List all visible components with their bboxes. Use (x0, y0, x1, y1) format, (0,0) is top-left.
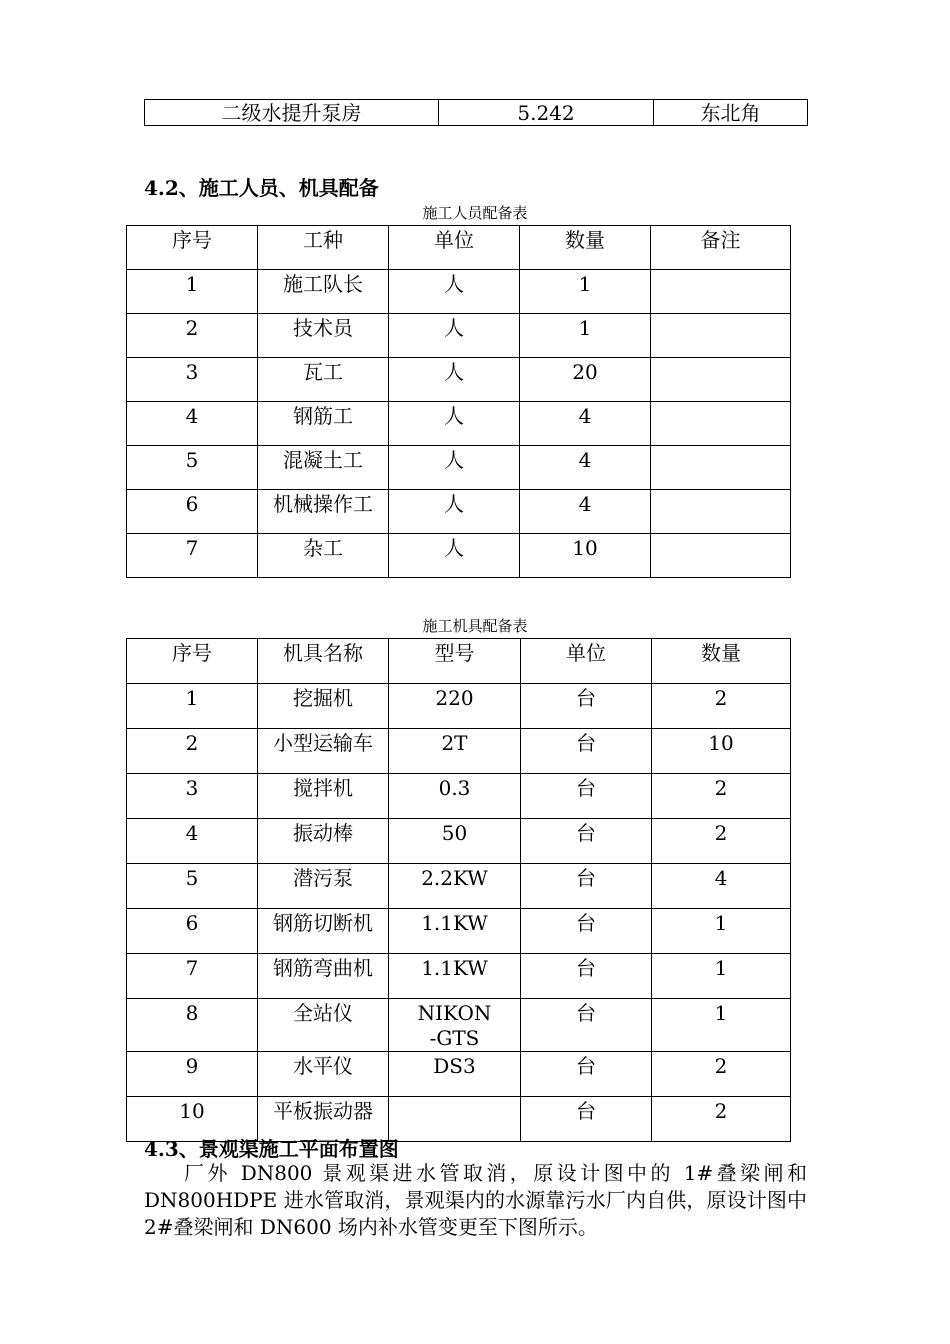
table-cell: DS3 (389, 1052, 521, 1097)
header-cell: 序号 (127, 226, 258, 270)
table-cell: 3 (127, 358, 258, 402)
table-cell: 台 (521, 684, 652, 729)
table-cell: 20 (520, 358, 651, 402)
table-cell: 小型运输车 (258, 729, 389, 774)
facility-table (144, 99, 808, 126)
table-cell: 1.1KW (389, 954, 521, 999)
table-cell: 人 (389, 490, 520, 534)
table-row (127, 1097, 791, 1142)
table-cell (389, 1097, 521, 1142)
header-cell: 数量 (652, 639, 791, 684)
table-row (127, 534, 791, 578)
table-cell: 台 (521, 729, 652, 774)
table-cell: 人 (389, 358, 520, 402)
table-row (127, 954, 791, 999)
table-cell: 施工队长 (258, 270, 389, 314)
table-cell: 1 (652, 954, 791, 999)
table-cell: 2 (127, 314, 258, 358)
header-cell: 机具名称 (258, 639, 389, 684)
table-cell (651, 490, 791, 534)
table-cell: 1 (127, 270, 258, 314)
table-cell: 7 (127, 954, 258, 999)
table-cell: 混凝土工 (258, 446, 389, 490)
equipment-table (126, 638, 791, 1142)
table-cell: 7 (127, 534, 258, 578)
table-row (127, 446, 791, 490)
table-cell: 4 (652, 864, 791, 909)
table-header-row (127, 226, 791, 270)
table-cell: 台 (521, 774, 652, 819)
table-cell: 台 (521, 1052, 652, 1097)
table-cell: 5 (127, 446, 258, 490)
header-cell: 单位 (389, 226, 520, 270)
table-cell: 台 (521, 864, 652, 909)
table-cell: 振动棒 (258, 819, 389, 864)
header-cell: 型号 (389, 639, 521, 684)
table-cell: 4 (127, 402, 258, 446)
header-cell: 工种 (258, 226, 389, 270)
table-row (127, 358, 791, 402)
facility-name-cell: 二级水提升泵房 (145, 100, 439, 126)
table-cell: 0.3 (389, 774, 521, 819)
table-cell: 2 (652, 684, 791, 729)
table-cell: 1 (652, 999, 791, 1052)
table-cell: 台 (521, 954, 652, 999)
table-cell: 挖掘机 (258, 684, 389, 729)
equipment-table-caption: 施工机具配备表 (422, 617, 528, 635)
section-heading-4-3: 4.3、景观渠施工平面布置图 (144, 1137, 399, 1161)
table-cell: 9 (127, 1052, 258, 1097)
table-row (127, 684, 791, 729)
table-cell: 4 (520, 402, 651, 446)
table-cell: 4 (520, 446, 651, 490)
table-cell: 1 (520, 270, 651, 314)
table-cell (651, 270, 791, 314)
header-cell: 备注 (651, 226, 791, 270)
table-cell: 10 (127, 1097, 258, 1142)
facility-value-cell: 5.242 (439, 100, 654, 126)
table-cell: 2 (652, 819, 791, 864)
table-cell: 全站仪 (258, 999, 389, 1052)
table-cell: 1 (127, 684, 258, 729)
table-cell: 人 (389, 314, 520, 358)
table-cell: 台 (521, 819, 652, 864)
table-cell: 搅拌机 (258, 774, 389, 819)
table-cell: 2 (127, 729, 258, 774)
header-cell: 单位 (521, 639, 652, 684)
table-cell: 5 (127, 864, 258, 909)
table-cell: 台 (521, 1097, 652, 1142)
table-cell: 水平仪 (258, 1052, 389, 1097)
table-cell: 技术员 (258, 314, 389, 358)
table-cell: 50 (389, 819, 521, 864)
table-cell: 2T (389, 729, 521, 774)
personnel-table (126, 225, 791, 578)
table-cell: 钢筋工 (258, 402, 389, 446)
table-cell (389, 999, 521, 1052)
table-cell: 2 (652, 774, 791, 819)
body-paragraph: 厂外 DN800 景观渠进水管取消，原设计图中的 1#叠梁闸和 DN800HDPE 进水管取消，景观渠内的水源靠污水厂内自供，原设计图中 2#叠梁闸和 DN600 场内补水管变更至下图所示。 (144, 1161, 807, 1239)
table-row (127, 270, 791, 314)
table-row (127, 1052, 791, 1097)
facility-location-cell: 东北角 (654, 100, 808, 126)
table-cell: 2.2KW (389, 864, 521, 909)
table-cell: 2 (652, 1097, 791, 1142)
table-row (127, 864, 791, 909)
table-cell: 台 (521, 909, 652, 954)
table-cell: 1.1KW (389, 909, 521, 954)
personnel-table-caption: 施工人员配备表 (422, 204, 528, 222)
table-cell: 1 (520, 314, 651, 358)
table-cell: 人 (389, 534, 520, 578)
table-cell-text: NIKON-GTS (417, 1001, 492, 1050)
table-cell: 8 (127, 999, 258, 1052)
table-row (127, 490, 791, 534)
table-row (145, 100, 808, 126)
table-row (127, 314, 791, 358)
table-cell: 6 (127, 909, 258, 954)
table-cell: 台 (521, 999, 652, 1052)
table-cell (651, 402, 791, 446)
table-cell (651, 446, 791, 490)
table-cell: 220 (389, 684, 521, 729)
table-cell: 4 (520, 490, 651, 534)
table-cell: 平板振动器 (258, 1097, 389, 1142)
table-cell (651, 534, 791, 578)
table-cell: 杂工 (258, 534, 389, 578)
table-cell: 人 (389, 270, 520, 314)
table-cell: 4 (127, 819, 258, 864)
table-cell: 钢筋切断机 (258, 909, 389, 954)
table-row (127, 729, 791, 774)
table-row (127, 819, 791, 864)
table-cell: 2 (652, 1052, 791, 1097)
table-row (127, 999, 791, 1052)
table-cell: 1 (652, 909, 791, 954)
table-cell (651, 358, 791, 402)
table-cell: 瓦工 (258, 358, 389, 402)
table-cell: 钢筋弯曲机 (258, 954, 389, 999)
table-cell: 机械操作工 (258, 490, 389, 534)
table-cell: 10 (520, 534, 651, 578)
table-cell: 10 (652, 729, 791, 774)
header-cell: 序号 (127, 639, 258, 684)
table-cell: 6 (127, 490, 258, 534)
table-cell: 3 (127, 774, 258, 819)
table-cell: 人 (389, 402, 520, 446)
table-row (127, 402, 791, 446)
table-cell: 人 (389, 446, 520, 490)
section-heading-4-2: 4.2、施工人员、机具配备 (144, 176, 379, 200)
table-row (127, 909, 791, 954)
table-header-row (127, 639, 791, 684)
header-cell: 数量 (520, 226, 651, 270)
table-cell (651, 314, 791, 358)
table-cell: 潜污泵 (258, 864, 389, 909)
table-row (127, 774, 791, 819)
